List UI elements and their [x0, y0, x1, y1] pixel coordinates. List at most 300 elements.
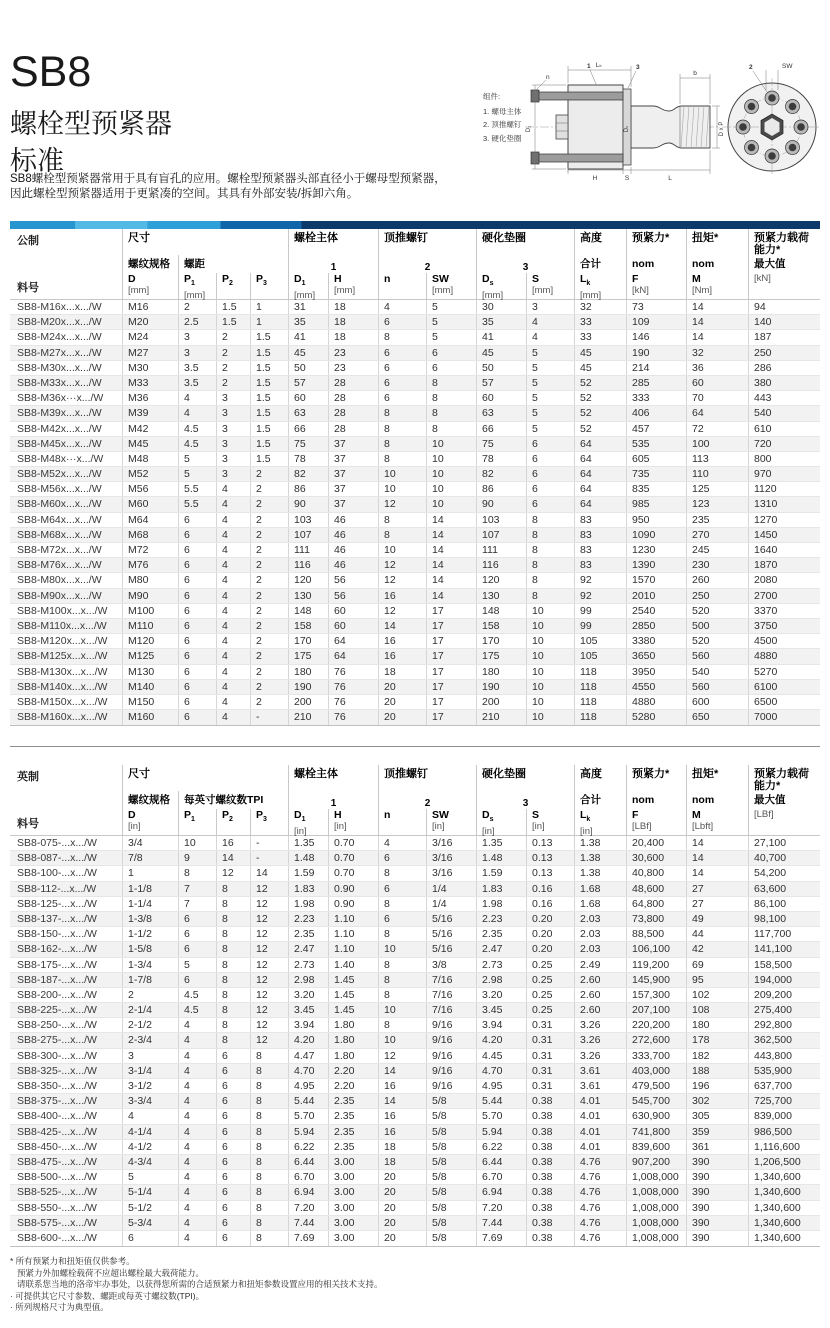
table-cell: 6 [216, 1216, 250, 1230]
table-cell: 4 [216, 543, 250, 557]
table-cell: 57 [476, 376, 526, 390]
table-cell: 4 [178, 1216, 216, 1230]
table-cell: 2 [250, 604, 288, 618]
column-header: 预紧力载荷能力* [748, 229, 818, 255]
table-cell: 12 [250, 942, 288, 956]
table-cell: 4.47 [288, 1049, 328, 1063]
table-row [10, 836, 820, 851]
table-cell: 64 [574, 452, 626, 466]
table-cell: 120 [476, 573, 526, 587]
table-cell: 95 [686, 973, 748, 987]
table-cell: 2 [250, 543, 288, 557]
table-cell: 6 [178, 649, 216, 663]
table-cell: 190 [476, 680, 526, 694]
table-cell: 194,000 [748, 973, 818, 987]
table-row [10, 482, 820, 497]
table-cell: 359 [686, 1125, 748, 1139]
table-row [10, 1079, 820, 1094]
table-cell: 650 [686, 710, 748, 725]
table-cell: 839,600 [626, 1140, 686, 1154]
table-cell: 6.44 [476, 1155, 526, 1169]
part-number-cell: SB8-M130x...x.../W [17, 665, 108, 678]
table-cell: 6 [216, 1201, 250, 1215]
table-cell: 5 [178, 958, 216, 972]
table-cell: 0.38 [526, 1185, 574, 1199]
table-cell: 10 [526, 619, 574, 633]
table-cell: 6 [216, 1140, 250, 1154]
table-cell: 4.01 [574, 1140, 626, 1154]
table-cell: 2 [250, 680, 288, 694]
table-cell: 720 [748, 437, 818, 451]
column-header: 扭矩* [686, 765, 748, 791]
table-cell: 1.10 [328, 927, 378, 941]
table-cell: 1.59 [476, 866, 526, 880]
table-cell: 1640 [748, 543, 818, 557]
table-cell: 27,100 [748, 836, 818, 850]
table-cell: 48,600 [626, 882, 686, 896]
table-cell: 1.38 [574, 836, 626, 850]
dim-label-dxp: D x P [719, 121, 725, 137]
table-cell: 4 [178, 1201, 216, 1215]
table-cell: 41 [476, 330, 526, 344]
table-cell: 250 [686, 589, 748, 603]
table-cell: 4 [216, 695, 250, 709]
table-cell: 6 [178, 680, 216, 694]
table-cell: M24 [122, 330, 178, 344]
table-cell: 1.98 [476, 897, 526, 911]
table-cell: 36 [686, 361, 748, 375]
table-cell: 14 [250, 866, 288, 880]
table-cell: 950 [626, 513, 686, 527]
table-cell: 9/16 [426, 1064, 476, 1078]
table-cell: 12 [250, 1003, 288, 1017]
table-cell: 18 [328, 315, 378, 329]
table-cell: 2 [250, 558, 288, 572]
table-cell: M20 [122, 315, 178, 329]
table-cell: 18 [328, 300, 378, 314]
table-cell: 12 [250, 973, 288, 987]
table-cell: 8 [216, 882, 250, 896]
table-row [10, 300, 820, 315]
table-cell: 1.98 [288, 897, 328, 911]
table-cell: 5 [426, 315, 476, 329]
table-cell: 8 [216, 1003, 250, 1017]
table-cell: 4 [178, 1170, 216, 1184]
table-cell: 0.20 [526, 912, 574, 926]
table-cell: 196 [686, 1079, 748, 1093]
table-cell: 110 [686, 467, 748, 481]
column-header: 硬化垫圈 [476, 229, 574, 255]
table-cell: 390 [686, 1170, 748, 1184]
table-cell: 5 [426, 330, 476, 344]
table-cell: M72 [122, 543, 178, 557]
table-cell: 10 [426, 482, 476, 496]
table-cell: 1.38 [574, 866, 626, 880]
table-cell: 23 [328, 346, 378, 360]
column-header: 螺栓主体 [288, 765, 378, 791]
table-cell: 8 [378, 422, 426, 436]
table-cell: 0.38 [526, 1155, 574, 1169]
table-cell: 45 [288, 346, 328, 360]
table-cell: 113 [686, 452, 748, 466]
table-cell: 1,340,600 [748, 1201, 818, 1215]
table-cell: 10 [426, 497, 476, 511]
table-cell: 190 [626, 346, 686, 360]
table-cell: 10 [526, 695, 574, 709]
table-cell: 986,500 [748, 1125, 818, 1139]
table-cell: 175 [288, 649, 328, 663]
table-cell: 109 [626, 315, 686, 329]
table-cell: 1.5 [250, 346, 288, 360]
table-cell: 3 [216, 406, 250, 420]
table-cell: 8 [216, 897, 250, 911]
table-cell: 4 [178, 1079, 216, 1093]
table-cell: 6 [178, 573, 216, 587]
table-cell: 8 [526, 558, 574, 572]
table-cell: 180 [476, 665, 526, 679]
table-cell: 12 [250, 912, 288, 926]
table-cell: M64 [122, 513, 178, 527]
table-cell: 2.60 [574, 988, 626, 1002]
table-cell: 108 [686, 1003, 748, 1017]
table-cell: 0.31 [526, 1049, 574, 1063]
table-cell: 92 [574, 589, 626, 603]
table-cell: 8 [250, 1170, 288, 1184]
table-cell: 4 [216, 619, 250, 633]
table-cell: 94 [748, 300, 818, 314]
table-cell: 190 [288, 680, 328, 694]
table-cell: 390 [686, 1201, 748, 1215]
table-row [10, 452, 820, 467]
table-cell: 6 [378, 912, 426, 926]
table-cell: 210 [476, 710, 526, 725]
column-header: nom [686, 791, 748, 809]
table-cell: 9/16 [426, 1018, 476, 1032]
part-number-cell: SB8-M64x...x.../W [17, 513, 102, 526]
table-cell: 6500 [748, 695, 818, 709]
table-cell: 272,600 [626, 1033, 686, 1047]
part-number-cell: SB8-M24x...x.../W [17, 331, 102, 344]
table-cell: 12 [250, 1033, 288, 1047]
intro-line: SB8螺栓型预紧器常用于具有盲孔的应用。螺栓型预紧器头部直径小于螺母型预紧器， [10, 173, 446, 185]
table-cell: 3950 [626, 665, 686, 679]
table-cell: 120 [288, 573, 328, 587]
column-header: 扭矩* [686, 229, 748, 255]
table-cell: 2.20 [328, 1079, 378, 1093]
table-cell: 1.48 [288, 851, 328, 865]
table-cell: 27 [686, 882, 748, 896]
table-cell: 5 [122, 1170, 178, 1184]
part-number-cell: SB8-M120x...x.../W [17, 635, 108, 648]
table-cell: 64 [574, 482, 626, 496]
part-number-cell: SB8-450-...x.../W [17, 1140, 97, 1153]
table-cell: 3 [178, 330, 216, 344]
callout-1: 1 [587, 63, 591, 70]
table-cell: 1-1/4 [122, 897, 178, 911]
part-number-cell: SB8-M160x...x.../W [17, 711, 108, 724]
table-cell: 8 [426, 391, 476, 405]
table-cell: 230 [686, 558, 748, 572]
table-cell: 78 [288, 452, 328, 466]
table-cell: 16 [378, 1125, 426, 1139]
table-cell: 1/4 [426, 882, 476, 896]
table-cell: 7.20 [476, 1201, 526, 1215]
table-row [10, 1094, 820, 1109]
table-cell: 0.13 [526, 851, 574, 865]
table-cell: 28 [328, 422, 378, 436]
table-cell: 2700 [748, 589, 818, 603]
part-number-cell: SB8-M16x...x.../W [17, 301, 102, 313]
table-cell: 839,000 [748, 1109, 818, 1123]
table-row [10, 1018, 820, 1033]
table-cell: 157,300 [626, 988, 686, 1002]
table-cell: 10 [526, 710, 574, 725]
table-row [10, 315, 820, 330]
table-cell: 146 [626, 330, 686, 344]
part-number-cell: SB8-250-...x.../W [17, 1019, 97, 1032]
table-cell: 245 [686, 543, 748, 557]
part-number-cell: SB8-100-...x.../W [17, 867, 97, 880]
page-title: SB8 [10, 48, 92, 96]
table-cell: 3/8 [426, 958, 476, 972]
table-cell: 50 [288, 361, 328, 375]
table-cell: 6 [378, 315, 426, 329]
table-row [10, 543, 820, 558]
column-header: nom [626, 255, 686, 273]
table-cell: 3.5 [178, 376, 216, 390]
table-cell: 187 [748, 330, 818, 344]
table-cell: 0.31 [526, 1018, 574, 1032]
table-cell: 4 [216, 528, 250, 542]
table-cell: 12 [216, 866, 250, 880]
table-cell: 4.76 [574, 1185, 626, 1199]
table-row [10, 680, 820, 695]
table-cell: 4 [178, 1049, 216, 1063]
column-header: 高度 [574, 765, 626, 791]
table-cell: 5/8 [426, 1185, 476, 1199]
part-number-cell: SB8-150-...x.../W [17, 928, 97, 941]
table-cell: 182 [686, 1049, 748, 1063]
table-cell: 0.38 [526, 1170, 574, 1184]
part-number-cell: SB8-200-...x.../W [17, 988, 97, 1001]
table-cell: 18 [378, 1140, 426, 1154]
table-cell: 6 [216, 1185, 250, 1199]
table-cell: 4 [216, 482, 250, 496]
table-cell: 76 [328, 710, 378, 725]
table-cell: 970 [748, 467, 818, 481]
table-cell: M42 [122, 422, 178, 436]
table-cell: M16 [122, 300, 178, 314]
table-cell: 57 [288, 376, 328, 390]
table-cell: 6 [378, 346, 426, 360]
column-header: H [in] [328, 809, 378, 835]
column-header: SW [in] [426, 809, 476, 835]
table-cell: 0.16 [526, 897, 574, 911]
table-cell: 8 [526, 528, 574, 542]
table-row [10, 467, 820, 482]
table-row [10, 1033, 820, 1048]
table-cell: 4.01 [574, 1094, 626, 1108]
table-cell: 3.00 [328, 1216, 378, 1230]
table-cell: 1.59 [288, 866, 328, 880]
table-cell: 23 [328, 361, 378, 375]
imperial-table [10, 746, 820, 1247]
table-cell: 17 [426, 649, 476, 663]
table-cell: 2540 [626, 604, 686, 618]
table-cell: 1 [250, 300, 288, 314]
table-cell: M80 [122, 573, 178, 587]
table-cell: 33 [574, 315, 626, 329]
table-cell: 8 [250, 1185, 288, 1199]
column-header: $P_2$ [216, 273, 250, 299]
table-cell: 4.70 [288, 1064, 328, 1078]
table-cell: 4880 [748, 649, 818, 663]
table-cell: 8 [250, 1109, 288, 1123]
table-cell: 3.20 [476, 988, 526, 1002]
table-cell: 1.5 [250, 330, 288, 344]
table-cell: 5.5 [178, 482, 216, 496]
table-cell: 8 [250, 1094, 288, 1108]
table-cell: 2.35 [328, 1094, 378, 1108]
legend-item: 1. 螺母主体 [483, 106, 522, 116]
table-cell: 362,500 [748, 1033, 818, 1047]
column-header: $P_3$ [250, 809, 288, 835]
table-cell: 220,200 [626, 1018, 686, 1032]
column-header: 1 [288, 791, 378, 809]
table-cell: 0.38 [526, 1231, 574, 1246]
table-row [10, 1155, 820, 1170]
table-cell: 10 [378, 467, 426, 481]
dim-label-d1: D₁ [526, 125, 532, 133]
table-row [10, 1231, 820, 1246]
table-cell: 0.25 [526, 958, 574, 972]
table-cell: 6 [526, 437, 574, 451]
table-cell: 2 [250, 589, 288, 603]
table-cell: 6 [178, 665, 216, 679]
table-cell: 1.5 [250, 376, 288, 390]
table-row [10, 1049, 820, 1064]
table-cell: 32 [574, 300, 626, 314]
table-cell: 5/8 [426, 1155, 476, 1169]
table-cell: 17 [426, 680, 476, 694]
table-cell: 1.5 [250, 406, 288, 420]
table-cell: 64 [574, 467, 626, 481]
table-cell: 60 [288, 391, 328, 405]
table-cell: 520 [686, 634, 748, 648]
table-cell: 30,600 [626, 851, 686, 865]
legend-title: 组件: [483, 92, 501, 101]
part-number-cell: SB8-137-...x.../W [17, 912, 97, 925]
column-header: 最大值 [748, 255, 818, 273]
part-number-cell: SB8-M42x...x.../W [17, 422, 102, 435]
column-header: 每英寸螺纹数TPI [178, 791, 288, 809]
table-cell: 6 [378, 361, 426, 375]
table-cell: 10 [426, 452, 476, 466]
table-cell: 118 [574, 665, 626, 679]
table-cell: 2.73 [288, 958, 328, 972]
table-cell: 35 [476, 315, 526, 329]
table-cell: 1.68 [574, 882, 626, 896]
table-cell: 73 [626, 300, 686, 314]
table-cell: 1.35 [476, 836, 526, 850]
table-cell: 82 [476, 467, 526, 481]
table-cell: 86 [476, 482, 526, 496]
table-cell: 14 [426, 573, 476, 587]
table-row [10, 1109, 820, 1124]
table-cell: 6 [526, 467, 574, 481]
table-cell: 2 [250, 649, 288, 663]
table-cell: 4.76 [574, 1155, 626, 1169]
table-cell: M39 [122, 406, 178, 420]
table-cell: 14 [426, 558, 476, 572]
table-cell: 2 [250, 528, 288, 542]
table-cell: 125 [686, 482, 748, 496]
table-cell: 443,800 [748, 1049, 818, 1063]
table-cell: 4.01 [574, 1125, 626, 1139]
table-cell: 63,600 [748, 882, 818, 896]
table-cell: 20 [378, 1216, 426, 1230]
table-cell: 4 [216, 573, 250, 587]
table-cell: 30 [476, 300, 526, 314]
column-header: [LBf] [748, 809, 818, 835]
table-cell: 9 [178, 851, 216, 865]
table-cell: 457 [626, 422, 686, 436]
table-cell: 3.94 [288, 1018, 328, 1032]
table-cell: 2-1/2 [122, 1018, 178, 1032]
table-cell: 9/16 [426, 1079, 476, 1093]
table-cell: 8 [216, 1018, 250, 1032]
table-cell: 1 [122, 866, 178, 880]
table-cell: 46 [328, 543, 378, 557]
table-cell: 3.61 [574, 1079, 626, 1093]
part-number-cell: SB8-075-...x.../W [17, 837, 97, 849]
table-cell: 5/8 [426, 1201, 476, 1215]
table-row [10, 897, 820, 912]
table-cell: 4 [216, 634, 250, 648]
table-cell: 98,100 [748, 912, 818, 926]
table-cell: 111 [476, 543, 526, 557]
table-cell: 46 [328, 513, 378, 527]
part-number-cell: SB8-425-...x.../W [17, 1125, 97, 1138]
table-cell: 9/16 [426, 1033, 476, 1047]
table-cell: 2.35 [476, 927, 526, 941]
table-cell: 180 [686, 1018, 748, 1032]
table-cell: 800 [748, 452, 818, 466]
part-number-cell: SB8-M150x...x.../W [17, 695, 108, 708]
table-cell: 45 [476, 346, 526, 360]
part-number-cell: SB8-112-...x.../W [17, 882, 97, 895]
table-header [10, 765, 820, 838]
table-cell: 4.5 [178, 437, 216, 451]
table-cell: M140 [122, 680, 178, 694]
product-variant: 标准 [10, 146, 64, 176]
legend-item: 2. 顶推螺钉 [483, 120, 522, 129]
table-cell: 148 [288, 604, 328, 618]
table-cell: 5-1/4 [122, 1185, 178, 1199]
table-cell: 130 [476, 589, 526, 603]
table-cell: 8 [216, 942, 250, 956]
table-cell: 2.5 [178, 315, 216, 329]
table-cell: 5/8 [426, 1094, 476, 1108]
table-cell: 1.40 [328, 958, 378, 972]
table-cell: 1230 [626, 543, 686, 557]
table-cell: 2.35 [328, 1109, 378, 1123]
table-cell: 1,340,600 [748, 1185, 818, 1199]
table-cell: M27 [122, 346, 178, 360]
table-cell: 8 [378, 866, 426, 880]
table-cell: 406 [626, 406, 686, 420]
table-cell: 1270 [748, 513, 818, 527]
